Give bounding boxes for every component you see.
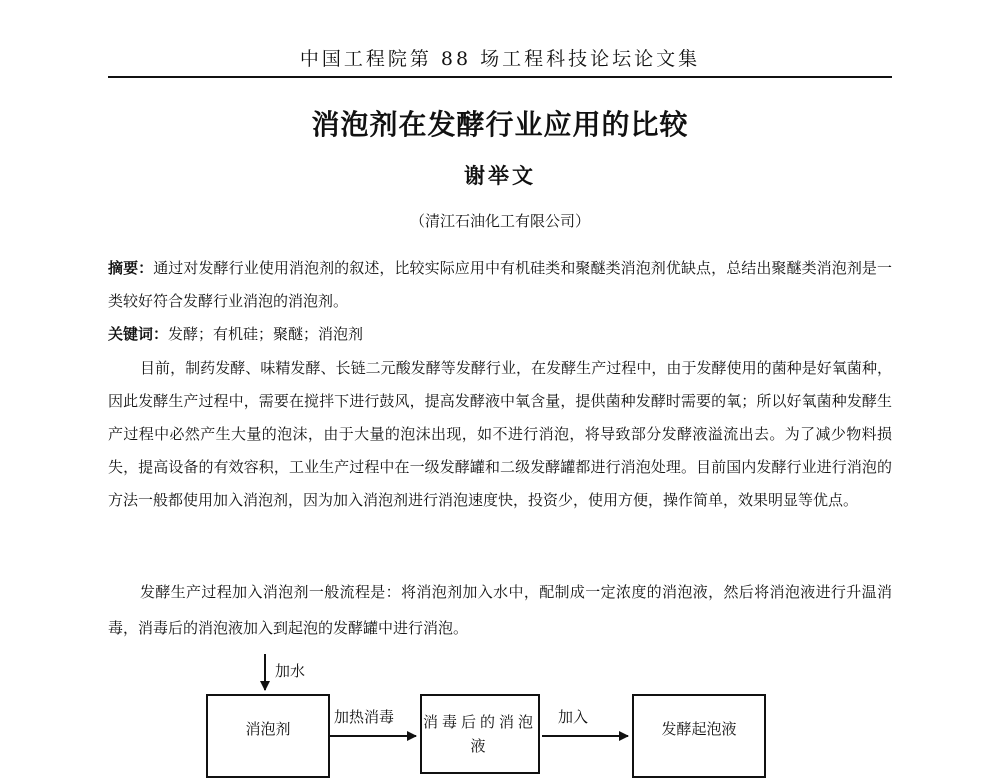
flow-box-defoamer [206,694,330,778]
body-paragraph-1: 目前，制药发酵、味精发酵、长链二元酸发酵等发酵行业，在发酵生产过程中，由于发酵使用的菌种是好氧菌种，因此发酵生产过程中，需要在搅拌下进行鼓风，提高发酵液中氧含量，提供菌种发酵时需要的氧；所以好氧菌种发酵生产过程中必然产生大量的泡沫，由于大量的泡沫出现，如不进行消泡，将导致部分发酵液溢流出去。为了减少物料损失，提高设备的有效容积，工业生产过程中在一级发酵罐和二级发酵罐都进行消泡处理。目前国内发酵行业进行消泡的方法一般都使用加入消泡剂，因为加入消泡剂进行消泡速度快，投资少，使用方便，操作简单，效果明显等优点。 [108,359,892,509]
flow-arrow2-label: 加入 [558,708,589,726]
author-name: 谢举文 [464,163,536,188]
paper-title: 消泡剂在发酵行业应用的比较 [311,108,689,141]
body-paragraph-2: 发酵生产过程加入消泡剂一般流程是：将消泡剂加入水中，配制成一定浓度的消泡液，然后将消泡液进行升温消毒，消毒后的消泡液加入到起泡的发酵罐中进行消泡。 [108,583,892,637]
running-header: 中国工程院第 88 场工程科技论坛论文集 [299,48,701,70]
flow-arrow1-label: 加热消毒 [334,708,395,726]
keywords-label: 关键词： [108,325,169,343]
abstract-text: 通过对发酵行业使用消泡剂的叙述，比较实际应用中有机硅类和聚醚类消泡剂优缺点，总结出聚醚类消泡剂是一类较好符合发酵行业消泡的消泡剂。 [108,259,892,310]
flow-input-label: 加水 [275,662,306,680]
abstract-label: 摘要： [108,259,154,277]
flow-box-sterilized-solution: 消毒后的消泡液 [420,694,540,774]
flow-box-fermentation-foam [632,694,766,778]
keywords-text: 发酵；有机硅；聚醚；消泡剂 [168,325,364,343]
flow-box-defoamer-label: 消泡剂 [245,719,291,738]
flow-box-fermentation-foam-label: 发酵起泡液 [661,719,737,738]
author-affiliation: （清江石油化工有限公司） [409,212,590,230]
